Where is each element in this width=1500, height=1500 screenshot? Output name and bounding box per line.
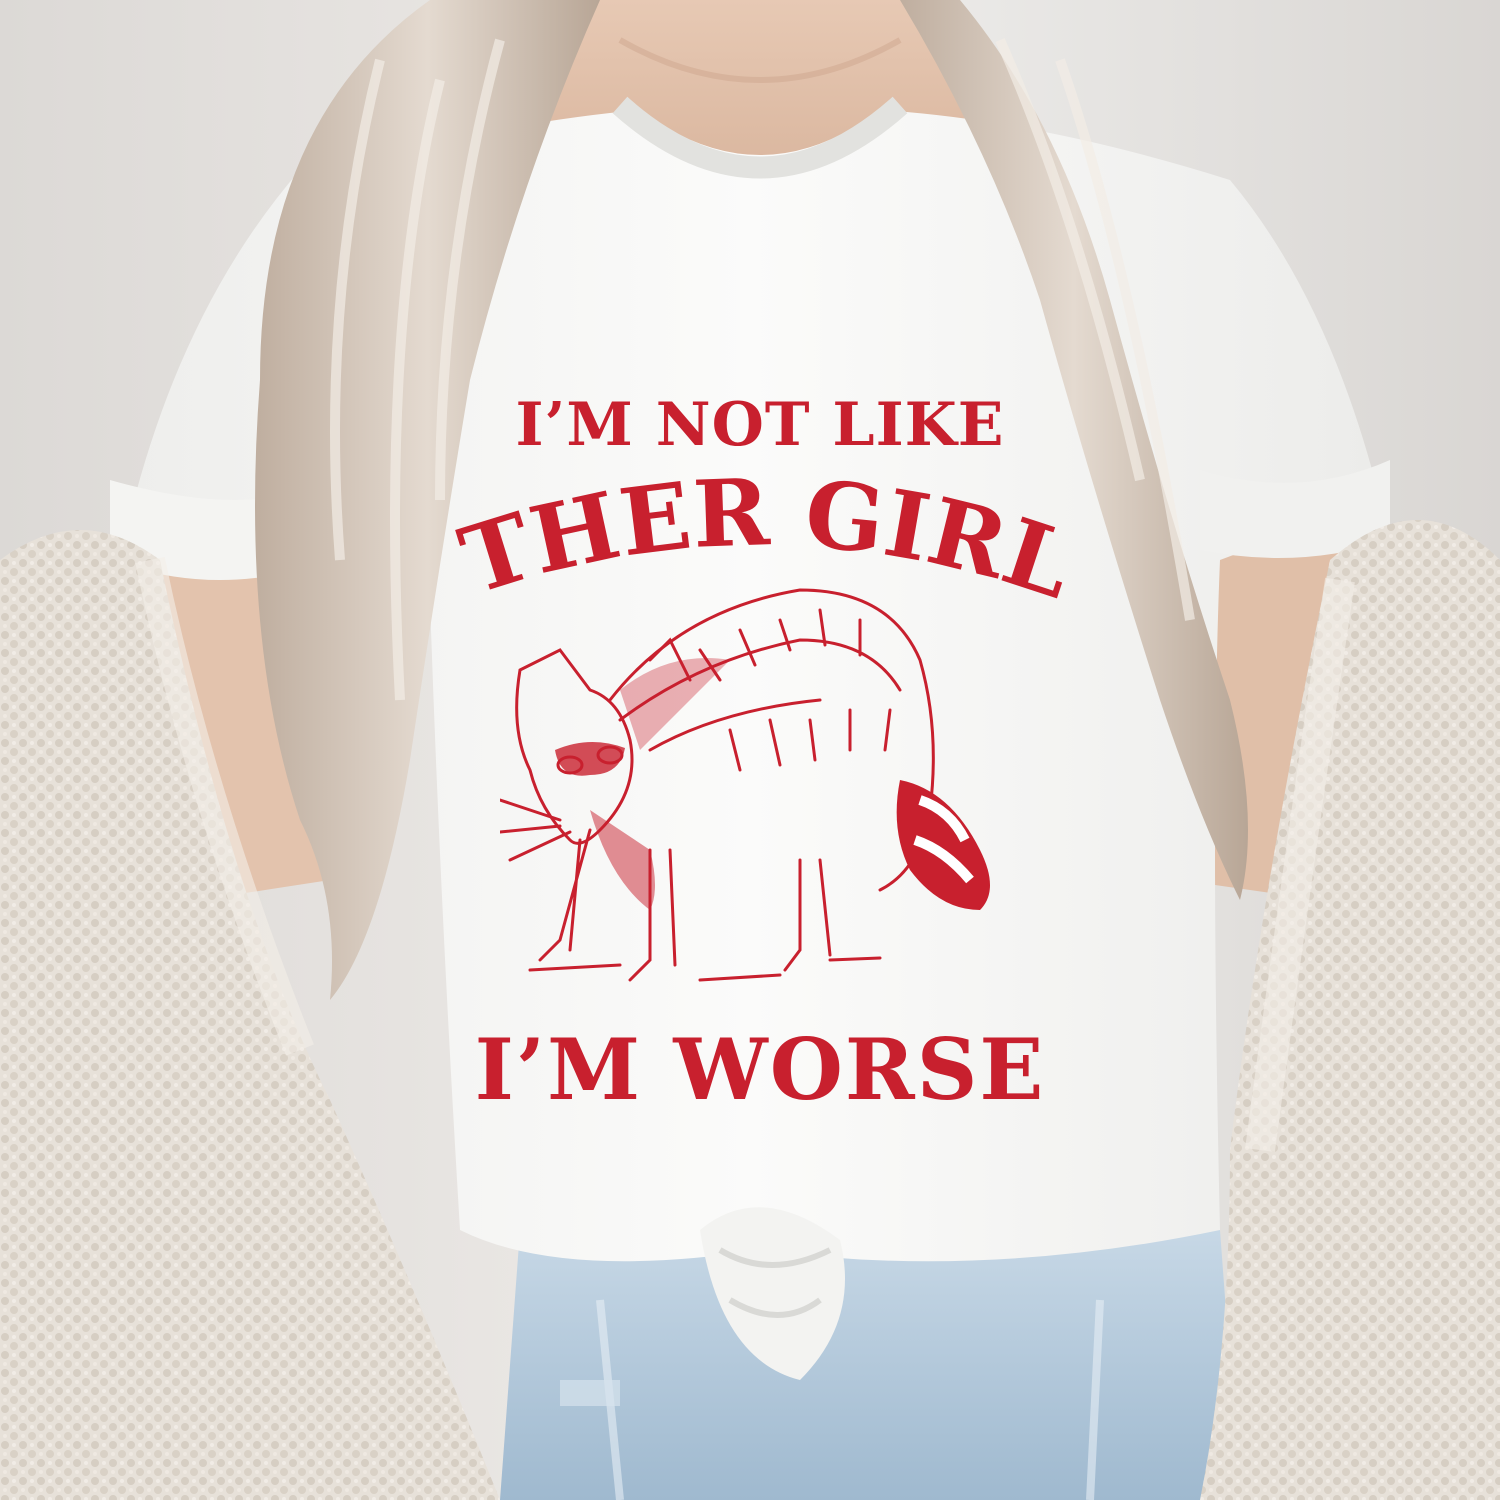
slogan-line-1: I’M NOT LIKE [515, 390, 1005, 460]
slogan-line-3: I’M WORSE [474, 1020, 1046, 1119]
jeans [500, 1230, 1240, 1500]
raccoon-illustration [500, 550, 1020, 990]
shirt-graphic [359, 364, 1120, 1140]
slogan-line-2: OTHER GIRLS [359, 364, 1086, 620]
raccoon-tail [897, 780, 990, 910]
